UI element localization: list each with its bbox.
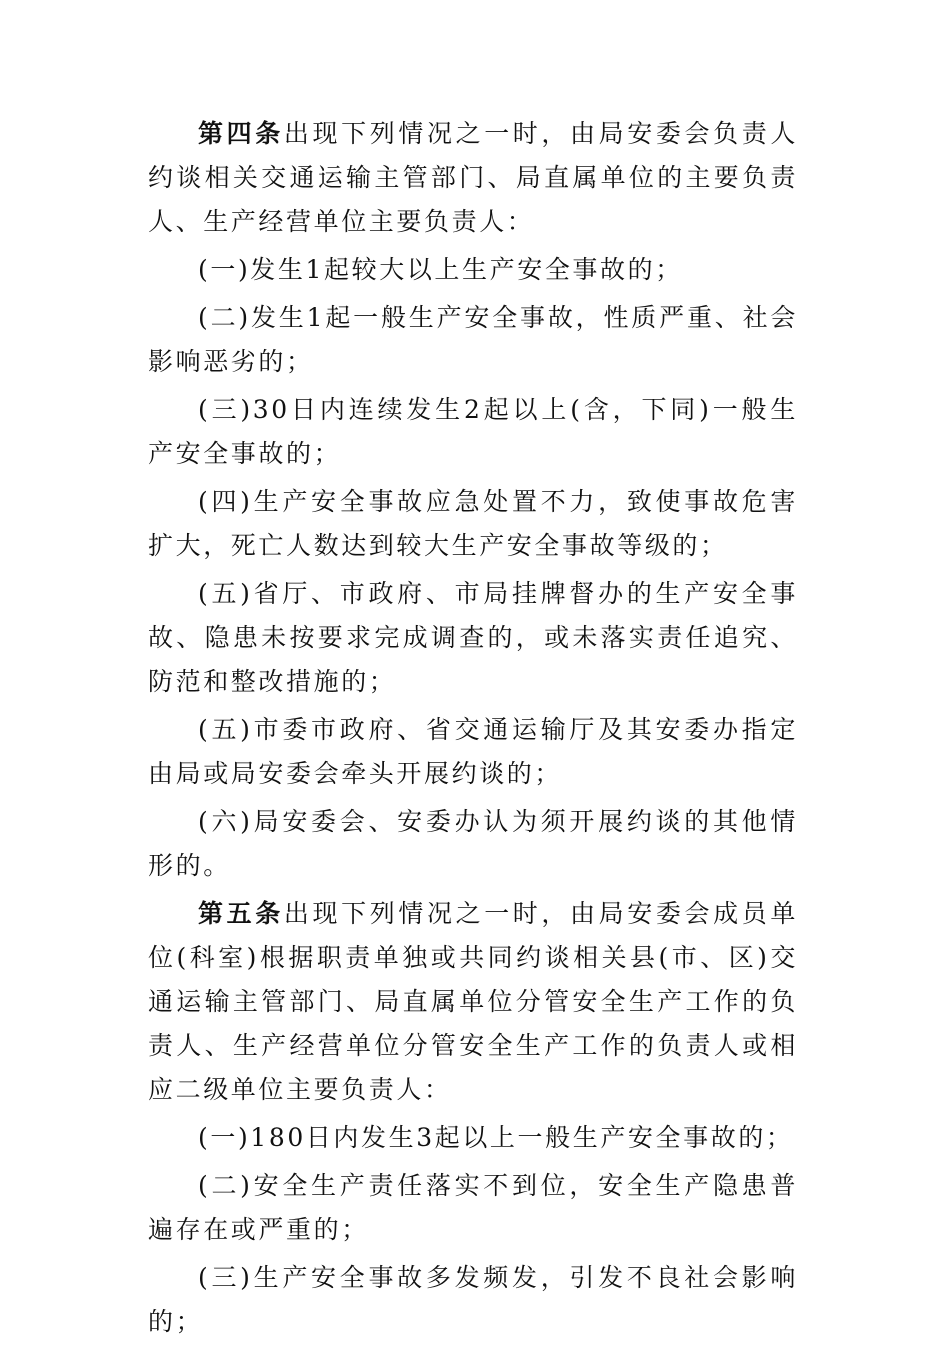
article-4-intro <box>148 112 798 244</box>
article-5-item: (一)180日内发生3起以上一般生产安全事故的； <box>198 1123 794 1152</box>
article-4-heading: 第四条 <box>198 119 284 148</box>
article-5-intro-text: 出现下列情况之一时，由局安委会成员单位(科室)根据职责单独或共同约谈相关县(市、区)交通运输主管部门、局直属单位分管安全生产工作的负责人、生产经营单位分管安全生产工作的负责人或相应二级单位主要负责人： <box>148 899 798 1104</box>
article-5-item: (三)生产安全事故多发频发，引发不良社会影响的； <box>148 1263 798 1336</box>
article-4-item: (六)局安委会、安委办认为须开展约谈的其他情形的。 <box>148 807 798 880</box>
article-5-intro <box>148 892 798 1112</box>
article-4-item: (五)省厅、市政府、市局挂牌督办的生产安全事故、隐患未按要求完成调查的，或未落实责任追究、防范和整改措施的； <box>148 579 798 696</box>
article-5-item: (二)安全生产责任落实不到位，安全生产隐患普遍存在或严重的； <box>148 1171 798 1244</box>
article-4-item: (三)30日内连续发生2起以上(含，下同)一般生产安全事故的； <box>148 395 798 468</box>
document-page <box>148 112 798 1348</box>
article-5-heading: 第五条 <box>198 899 284 928</box>
article-4-item: (五)市委市政府、省交通运输厅及其安委办指定由局或局安委会牵头开展约谈的； <box>148 715 798 788</box>
article-4-item: (四)生产安全事故应急处置不力，致使事故危害扩大，死亡人数达到较大生产安全事故等级的； <box>148 487 798 560</box>
article-4-item: (二)发生1起一般生产安全事故，性质严重、社会影响恶劣的； <box>148 303 798 376</box>
article-4-item: (一)发生1起较大以上生产安全事故的； <box>198 255 683 284</box>
article-4-intro-text: 出现下列情况之一时，由局安委会负责人约谈相关交通运输主管部门、局直属单位的主要负责人、生产经营单位主要负责人： <box>148 119 798 236</box>
